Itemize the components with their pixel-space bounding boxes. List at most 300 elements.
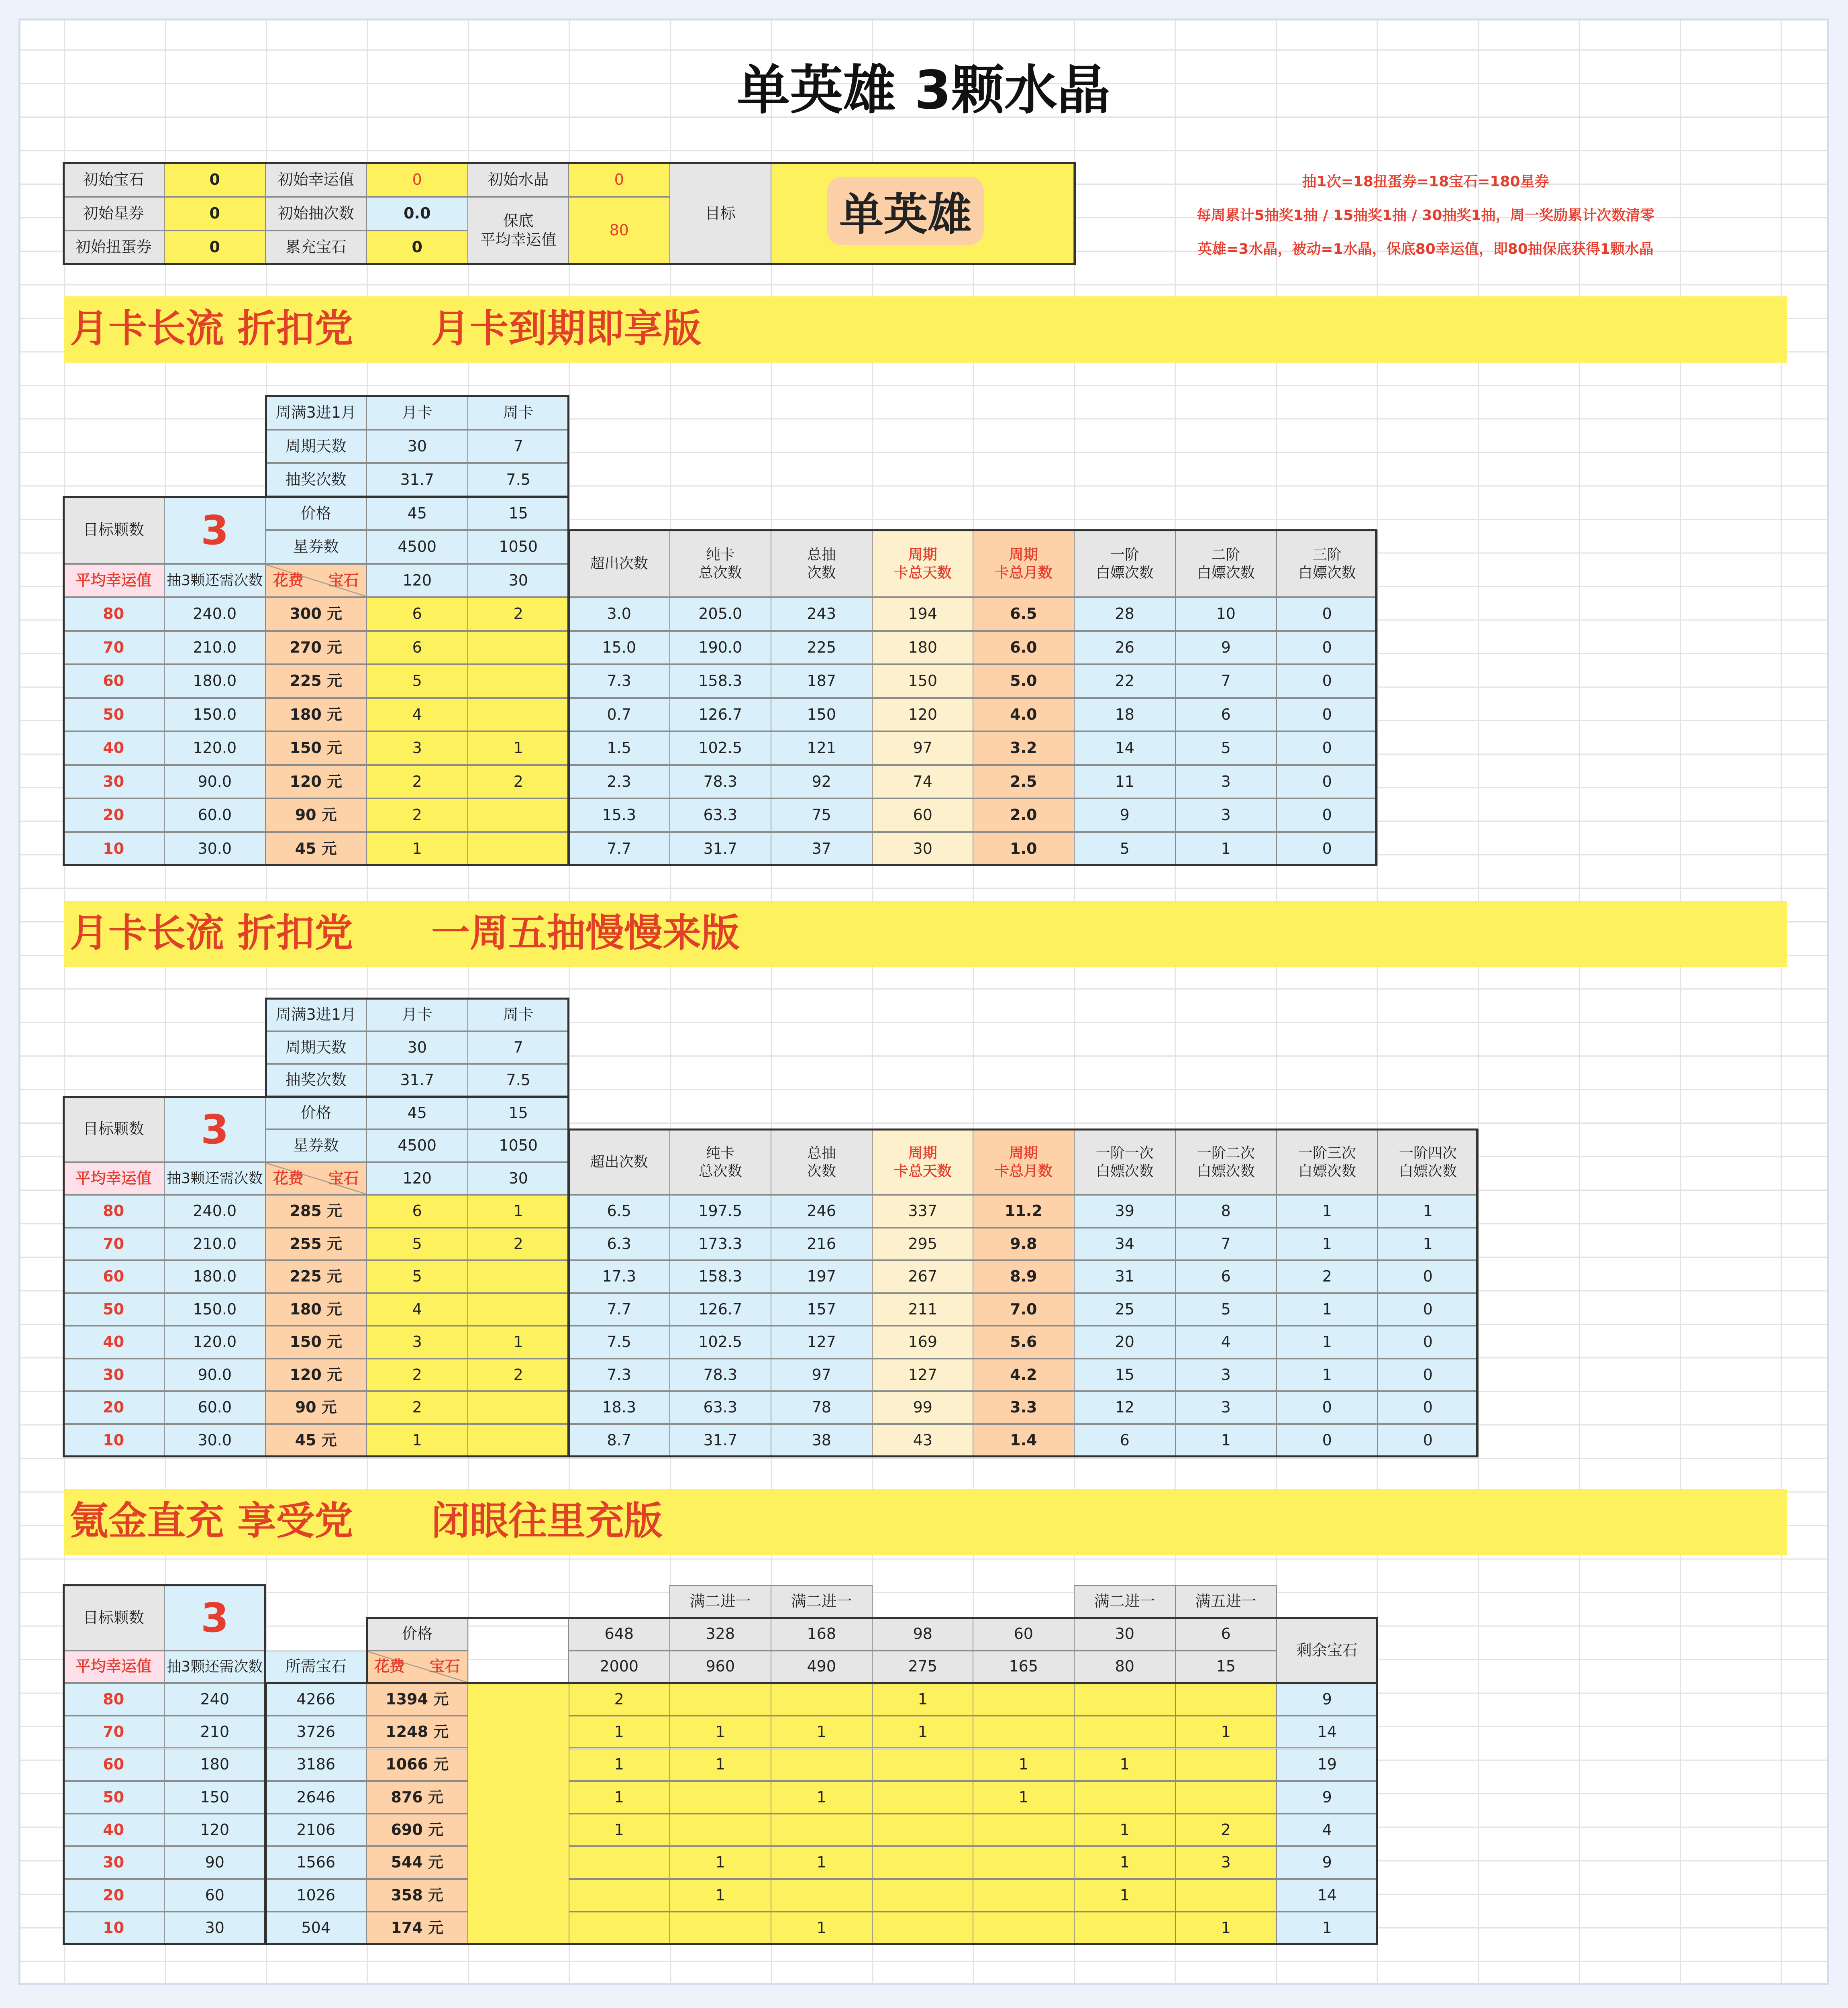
target-label: 目标 xyxy=(669,163,771,264)
table-cell xyxy=(467,798,569,832)
stat-header: 三阶 白嫖次数 xyxy=(1276,530,1378,597)
table-cell xyxy=(467,1293,569,1326)
table-cell: 6.0 xyxy=(973,631,1075,665)
init-luck-value: 0 xyxy=(366,163,468,197)
table-cell: 225 元 xyxy=(265,1260,367,1293)
table-cell: 45 元 xyxy=(265,832,367,866)
table-cell: 150 xyxy=(872,664,974,698)
table-cell: 1 xyxy=(669,1879,771,1912)
promo-label: 满五进一 xyxy=(1175,1585,1277,1618)
table-cell: 6 xyxy=(366,597,468,631)
table-cell xyxy=(872,1749,974,1781)
table-cell: 3186 xyxy=(265,1749,367,1781)
table-cell: 9 xyxy=(1276,1683,1378,1716)
table-cell: 1 xyxy=(1276,1195,1378,1228)
section-subtitle: 一周五抽慢慢来版 xyxy=(431,910,740,955)
table-cell: 1 xyxy=(1175,1912,1277,1944)
params-header: 周满3进1月 xyxy=(265,396,367,430)
params-row-label: 价格 xyxy=(265,1097,367,1130)
table-cell: 20 xyxy=(1074,1326,1176,1359)
promo-label: 满二进一 xyxy=(771,1585,873,1618)
table-cell: 1 xyxy=(1276,1359,1378,1392)
table-cell: 337 xyxy=(872,1195,974,1228)
table-cell: 7 xyxy=(1175,664,1277,698)
table-cell xyxy=(568,1912,670,1944)
table-cell: 12 xyxy=(1074,1391,1176,1424)
table-cell xyxy=(973,1814,1075,1846)
table-cell: 1 xyxy=(669,1749,771,1781)
table-cell: 70 xyxy=(63,1228,165,1261)
table-cell: 50 xyxy=(63,698,165,732)
table-cell xyxy=(669,1814,771,1846)
table-cell: 9.8 xyxy=(973,1228,1075,1261)
table-cell: 2.3 xyxy=(568,765,670,799)
table-cell: 30 xyxy=(63,1846,165,1879)
table-cell: 216 xyxy=(771,1228,873,1261)
table-cell: 1 xyxy=(1175,1716,1277,1748)
table-cell: 0 xyxy=(1377,1326,1479,1359)
table-cell: 295 xyxy=(872,1228,974,1261)
table-cell: 1 xyxy=(669,1716,771,1748)
table-cell: 174 元 xyxy=(366,1912,468,1944)
params-value: 45 xyxy=(366,1097,468,1130)
cost-label: 花费 xyxy=(374,1657,405,1675)
table-cell: 2.0 xyxy=(973,798,1075,832)
table-cell: 30 xyxy=(63,765,165,799)
table-cell: 1 xyxy=(1276,1293,1378,1326)
tier-price: 328 xyxy=(669,1618,771,1650)
table-cell: 5 xyxy=(1175,731,1277,765)
table-cell: 120 xyxy=(872,698,974,732)
table-cell: 74 xyxy=(872,765,974,799)
table-cell xyxy=(467,1391,569,1424)
tier-gem: 15 xyxy=(1175,1651,1277,1683)
table-cell: 1248 元 xyxy=(366,1716,468,1748)
table-cell: 246 xyxy=(771,1195,873,1228)
table-cell: 211 xyxy=(872,1293,974,1326)
rule-note: 每周累计5抽奖1抽 / 15抽奖1抽 / 30抽奖1抽，周一奖励累计次数清零 xyxy=(1196,207,1655,224)
table-cell: 9 xyxy=(1276,1846,1378,1879)
table-cell: 1 xyxy=(1276,1228,1378,1261)
table-cell: 25 xyxy=(1074,1293,1176,1326)
stat-header: 纯卡 总次数 xyxy=(669,530,771,597)
table-cell: 6.5 xyxy=(973,597,1075,631)
table-cell: 63.3 xyxy=(669,798,771,832)
params-header: 周满3进1月 xyxy=(265,998,367,1031)
table-cell: 270 元 xyxy=(265,631,367,665)
table-cell: 0 xyxy=(1276,664,1378,698)
table-cell: 126.7 xyxy=(669,1293,771,1326)
table-cell: 8.9 xyxy=(973,1260,1075,1293)
params-gem: 120 xyxy=(366,564,468,598)
init-star-label: 初始星券 xyxy=(63,197,165,231)
params-value: 7.5 xyxy=(467,463,569,497)
table-cell: 20 xyxy=(63,1879,165,1912)
target-count-label: 目标颗数 xyxy=(63,497,165,564)
table-cell: 225 xyxy=(771,631,873,665)
init-crystal-value: 0 xyxy=(568,163,670,197)
params-col-header: 月卡 xyxy=(366,998,468,1031)
table-cell: 180 xyxy=(164,1749,266,1781)
table-cell: 10 xyxy=(63,832,165,866)
table-cell: 120.0 xyxy=(164,731,266,765)
table-cell: 19 xyxy=(1276,1749,1378,1781)
cost-label: 花费 xyxy=(273,571,304,589)
table-cell xyxy=(973,1716,1075,1748)
table-cell: 504 xyxy=(265,1912,367,1944)
table-cell: 14 xyxy=(1276,1716,1378,1748)
target-count: 3 xyxy=(164,497,266,564)
rule-note: 抽1次=18扭蛋券=18宝石=180星券 xyxy=(1302,173,1549,190)
stat-header: 周期 卡总天数 xyxy=(872,530,974,597)
target-count: 3 xyxy=(164,1585,266,1651)
section-title: 氪金直充 享受党 xyxy=(70,1498,353,1543)
table-cell: 4 xyxy=(366,1293,468,1326)
table-cell: 63.3 xyxy=(669,1391,771,1424)
table-cell: 6 xyxy=(1175,698,1277,732)
page-title: 单英雄 3颗水晶 xyxy=(737,59,1110,121)
stat-header: 周期 卡总月数 xyxy=(973,1129,1075,1195)
table-cell xyxy=(1175,1749,1277,1781)
table-cell: 127 xyxy=(771,1326,873,1359)
params-value: 30 xyxy=(366,430,468,463)
tier-gem: 490 xyxy=(771,1651,873,1683)
table-cell: 10 xyxy=(63,1424,165,1457)
table-cell: 18 xyxy=(1074,698,1176,732)
luck-header: 平均幸运值 xyxy=(63,1651,165,1683)
table-cell: 2 xyxy=(467,597,569,631)
init-egg-value: 0 xyxy=(164,231,266,264)
table-cell: 60 xyxy=(872,798,974,832)
table-cell: 50 xyxy=(63,1781,165,1814)
table-cell: 197.5 xyxy=(669,1195,771,1228)
table-cell: 169 xyxy=(872,1326,974,1359)
table-cell: 0 xyxy=(1377,1359,1479,1392)
params-value: 4500 xyxy=(366,1129,468,1162)
table-cell: 240 xyxy=(164,1683,266,1716)
table-cell: 43 xyxy=(872,1424,974,1457)
table-cell: 1 xyxy=(467,1195,569,1228)
table-cell: 180 xyxy=(872,631,974,665)
table-cell: 17.3 xyxy=(568,1260,670,1293)
table-cell: 0 xyxy=(1276,1391,1378,1424)
init-pity-label: 保底 平均幸运值 xyxy=(467,197,569,264)
table-cell xyxy=(973,1879,1075,1912)
table-cell xyxy=(1175,1683,1277,1716)
params-row-label: 星券数 xyxy=(265,1129,367,1162)
table-cell: 225 元 xyxy=(265,664,367,698)
table-cell: 240.0 xyxy=(164,597,266,631)
table-cell: 1 xyxy=(568,1749,670,1781)
table-cell: 150.0 xyxy=(164,1293,266,1326)
table-cell: 22 xyxy=(1074,664,1176,698)
table-cell: 38 xyxy=(771,1424,873,1457)
price-label: 价格 xyxy=(366,1618,468,1650)
init-topup-label: 累充宝石 xyxy=(265,231,367,264)
table-cell: 99 xyxy=(872,1391,974,1424)
table-cell: 1 xyxy=(1175,1424,1277,1457)
init-topup-value: 0 xyxy=(366,231,468,264)
table-cell: 2 xyxy=(366,1359,468,1392)
table-cell: 28 xyxy=(1074,597,1176,631)
params-col-header: 周卡 xyxy=(467,396,569,430)
init-draws-label: 初始抽次数 xyxy=(265,197,367,231)
need-header: 抽3颗还需次数 xyxy=(164,1651,266,1683)
table-cell: 3 xyxy=(1175,798,1277,832)
table-cell xyxy=(467,832,569,866)
table-cell: 78.3 xyxy=(669,765,771,799)
params-gem: 120 xyxy=(366,1162,468,1195)
table-cell: 7.7 xyxy=(568,1293,670,1326)
table-cell: 180.0 xyxy=(164,664,266,698)
params-row-label: 抽奖次数 xyxy=(265,463,367,497)
table-cell: 0 xyxy=(1377,1424,1479,1457)
table-cell: 70 xyxy=(63,631,165,665)
table-cell: 1.5 xyxy=(568,731,670,765)
table-cell: 0 xyxy=(1276,1424,1378,1457)
table-cell: 5 xyxy=(1175,1293,1277,1326)
table-cell: 20 xyxy=(63,798,165,832)
params-value: 1050 xyxy=(467,530,569,564)
table-cell: 4 xyxy=(1276,1814,1378,1846)
params-value: 4500 xyxy=(366,530,468,564)
table-cell: 120 元 xyxy=(265,765,367,799)
table-cell: 150.0 xyxy=(164,698,266,732)
table-cell: 120.0 xyxy=(164,1326,266,1359)
params-value: 1050 xyxy=(467,1129,569,1162)
stat-header: 周期 卡总月数 xyxy=(973,530,1075,597)
table-cell: 8 xyxy=(1175,1195,1277,1228)
table-cell: 78 xyxy=(771,1391,873,1424)
table-cell: 14 xyxy=(1276,1879,1378,1912)
table-cell xyxy=(1074,1912,1176,1944)
cost-gem-header xyxy=(265,1162,367,1195)
stat-header: 总抽 次数 xyxy=(771,530,873,597)
table-cell: 2 xyxy=(366,798,468,832)
table-cell: 1 xyxy=(1074,1879,1176,1912)
table-cell xyxy=(872,1814,974,1846)
init-crystal-label: 初始水晶 xyxy=(467,163,569,197)
table-cell xyxy=(467,631,569,665)
table-cell: 876 元 xyxy=(366,1781,468,1814)
table-cell: 358 元 xyxy=(366,1879,468,1912)
table-cell xyxy=(771,1749,873,1781)
table-cell: 6 xyxy=(366,631,468,665)
promo-label: 满二进一 xyxy=(669,1585,771,1618)
table-cell: 14 xyxy=(1074,731,1176,765)
table-cell: 90 元 xyxy=(265,1391,367,1424)
init-draws-value: 0.0 xyxy=(366,197,468,231)
stat-header: 二阶 白嫖次数 xyxy=(1175,530,1277,597)
stat-header: 一阶三次 白嫖次数 xyxy=(1276,1129,1378,1195)
table-cell: 1 xyxy=(1377,1195,1479,1228)
table-cell: 92 xyxy=(771,765,873,799)
tier-gem: 960 xyxy=(669,1651,771,1683)
table-cell: 180 元 xyxy=(265,1293,367,1326)
stat-header: 超出次数 xyxy=(568,530,670,597)
target-count-label: 目标颗数 xyxy=(63,1585,165,1651)
table-cell: 15 xyxy=(1074,1359,1176,1392)
table-cell: 11.2 xyxy=(973,1195,1075,1228)
table-cell: 210 xyxy=(164,1716,266,1748)
table-cell: 5 xyxy=(366,1228,468,1261)
table-cell xyxy=(467,1683,569,1944)
table-cell: 1 xyxy=(973,1749,1075,1781)
table-cell: 18.3 xyxy=(568,1391,670,1424)
luck-header: 平均幸运值 xyxy=(63,564,165,598)
table-cell: 60.0 xyxy=(164,1391,266,1424)
table-cell: 75 xyxy=(771,798,873,832)
tier-price: 60 xyxy=(973,1618,1075,1650)
init-luck-label: 初始幸运值 xyxy=(265,163,367,197)
table-cell: 34 xyxy=(1074,1228,1176,1261)
table-cell: 0 xyxy=(1276,698,1378,732)
table-cell: 7.5 xyxy=(568,1326,670,1359)
stat-header: 一阶一次 白嫖次数 xyxy=(1074,1129,1176,1195)
table-cell: 80 xyxy=(63,597,165,631)
table-cell: 60.0 xyxy=(164,798,266,832)
stat-header: 超出次数 xyxy=(568,1129,670,1195)
table-cell xyxy=(973,1912,1075,1944)
table-cell: 1 xyxy=(568,1781,670,1814)
table-cell: 205.0 xyxy=(669,597,771,631)
params-value: 45 xyxy=(366,497,468,531)
table-cell: 3.2 xyxy=(973,731,1075,765)
table-cell: 0 xyxy=(1276,765,1378,799)
table-cell: 26 xyxy=(1074,631,1176,665)
table-cell: 300 元 xyxy=(265,597,367,631)
table-cell: 1 xyxy=(1276,1912,1378,1944)
table-cell: 5.6 xyxy=(973,1326,1075,1359)
table-cell xyxy=(467,664,569,698)
init-star-value: 0 xyxy=(164,197,266,231)
table-cell: 60 xyxy=(63,1260,165,1293)
table-cell: 7.0 xyxy=(973,1293,1075,1326)
table-cell: 60 xyxy=(63,664,165,698)
table-cell: 60 xyxy=(63,1749,165,1781)
table-cell: 102.5 xyxy=(669,731,771,765)
table-cell: 6 xyxy=(366,1195,468,1228)
table-cell: 30 xyxy=(63,1359,165,1392)
table-cell: 210.0 xyxy=(164,631,266,665)
stat-header: 一阶四次 白嫖次数 xyxy=(1377,1129,1479,1195)
table-cell: 90 xyxy=(164,1846,266,1879)
remain-header: 剩余宝石 xyxy=(1276,1618,1378,1683)
table-cell: 158.3 xyxy=(669,1260,771,1293)
table-cell: 60 xyxy=(164,1879,266,1912)
tier-price: 30 xyxy=(1074,1618,1176,1650)
table-cell: 3 xyxy=(1175,1359,1277,1392)
table-cell xyxy=(669,1912,771,1944)
stat-header: 纯卡 总次数 xyxy=(669,1129,771,1195)
table-cell: 190.0 xyxy=(669,631,771,665)
table-cell: 2106 xyxy=(265,1814,367,1846)
table-cell xyxy=(872,1781,974,1814)
params-row-label: 星券数 xyxy=(265,530,367,564)
tier-gem: 275 xyxy=(872,1651,974,1683)
table-cell: 7 xyxy=(1175,1228,1277,1261)
section-banner xyxy=(64,901,1787,967)
table-cell: 3 xyxy=(1175,765,1277,799)
table-cell: 4266 xyxy=(265,1683,367,1716)
table-cell: 30 xyxy=(872,832,974,866)
table-cell: 2646 xyxy=(265,1781,367,1814)
table-cell: 1 xyxy=(771,1781,873,1814)
table-cell: 1 xyxy=(973,1781,1075,1814)
table-cell: 158.3 xyxy=(669,664,771,698)
table-cell: 15.0 xyxy=(568,631,670,665)
table-cell: 1 xyxy=(771,1716,873,1748)
table-cell xyxy=(669,1781,771,1814)
table-cell: 4.2 xyxy=(973,1359,1075,1392)
table-cell: 187 xyxy=(771,664,873,698)
table-cell: 2 xyxy=(1276,1260,1378,1293)
tier-price: 648 xyxy=(568,1618,670,1650)
table-cell: 102.5 xyxy=(669,1326,771,1359)
table-cell: 31.7 xyxy=(669,832,771,866)
table-cell: 1 xyxy=(669,1846,771,1879)
table-cell xyxy=(568,1879,670,1912)
table-cell: 4 xyxy=(1175,1326,1277,1359)
table-cell xyxy=(1074,1716,1176,1748)
table-cell: 10 xyxy=(1175,597,1277,631)
section-banner xyxy=(64,1489,1787,1555)
table-cell: 3726 xyxy=(265,1716,367,1748)
table-cell: 8.7 xyxy=(568,1424,670,1457)
table-cell: 1.4 xyxy=(973,1424,1075,1457)
table-cell: 7.7 xyxy=(568,832,670,866)
table-cell: 3 xyxy=(366,731,468,765)
table-cell: 7.3 xyxy=(568,664,670,698)
table-cell: 2 xyxy=(568,1683,670,1716)
table-cell: 2 xyxy=(366,765,468,799)
table-cell: 2 xyxy=(366,1391,468,1424)
target-value: 单英雄 xyxy=(827,177,984,245)
table-cell: 6 xyxy=(1175,1260,1277,1293)
table-cell: 690 元 xyxy=(366,1814,468,1846)
table-cell xyxy=(973,1683,1075,1716)
promo-label: 满二进一 xyxy=(1074,1585,1176,1618)
table-cell xyxy=(568,1846,670,1879)
table-cell: 210.0 xyxy=(164,1228,266,1261)
section-title: 月卡长流 折扣党 xyxy=(70,910,353,955)
params-col-header: 周卡 xyxy=(467,998,569,1031)
need-header: 抽3颗还需次数 xyxy=(164,1162,266,1195)
table-cell xyxy=(1074,1683,1176,1716)
table-cell: 0 xyxy=(1276,631,1378,665)
table-cell: 1 xyxy=(568,1716,670,1748)
table-cell: 0 xyxy=(1276,597,1378,631)
table-cell: 40 xyxy=(63,1814,165,1846)
table-cell: 544 元 xyxy=(366,1846,468,1879)
section-subtitle: 闭眼往里充版 xyxy=(431,1498,663,1543)
params-row-label: 抽奖次数 xyxy=(265,1064,367,1097)
table-cell: 9 xyxy=(1276,1781,1378,1814)
table-cell: 1 xyxy=(1377,1228,1479,1261)
table-cell: 45 元 xyxy=(265,1424,367,1457)
table-cell: 1 xyxy=(1074,1814,1176,1846)
table-cell: 127 xyxy=(872,1359,974,1392)
init-pity-value: 80 xyxy=(568,197,670,264)
table-cell: 3 xyxy=(1175,1391,1277,1424)
table-cell: 0 xyxy=(1377,1293,1479,1326)
table-cell: 1 xyxy=(467,1326,569,1359)
table-cell xyxy=(872,1912,974,1944)
table-cell: 180.0 xyxy=(164,1260,266,1293)
params-value: 15 xyxy=(467,1097,569,1130)
tier-price: 6 xyxy=(1175,1618,1277,1650)
table-cell xyxy=(1074,1781,1176,1814)
